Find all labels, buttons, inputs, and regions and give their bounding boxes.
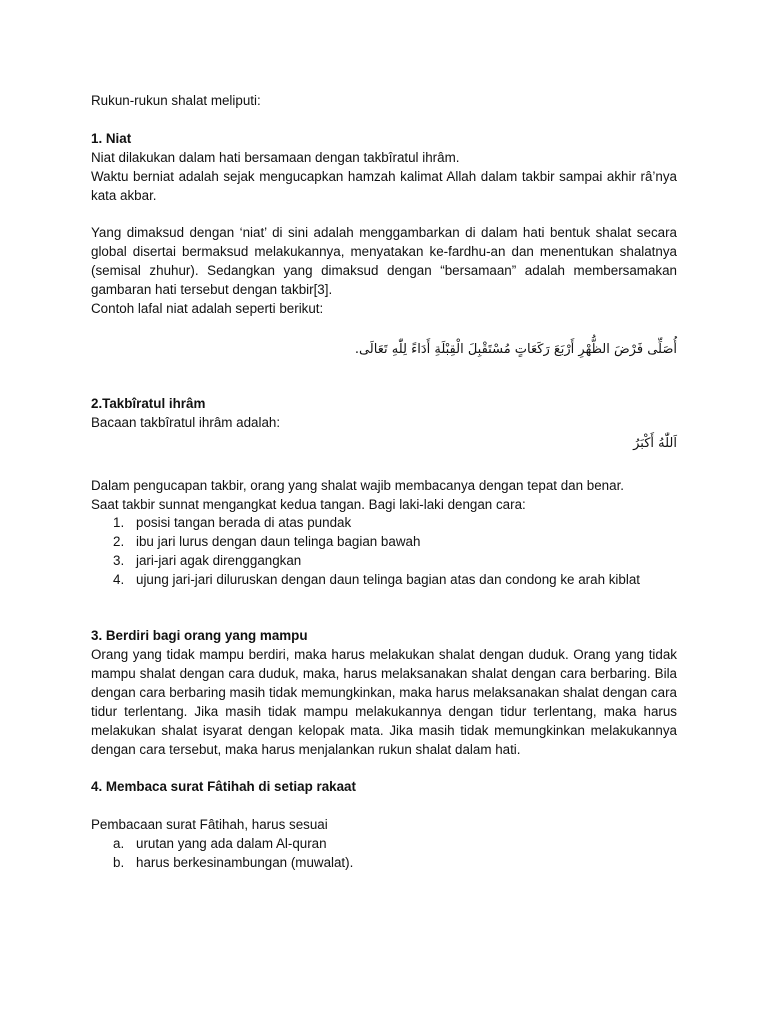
list-item-text: ujung jari-jari diluruskan dengan daun telinga bagian atas dan condong ke arah kiblat <box>136 572 640 588</box>
list-item <box>91 854 677 873</box>
list-item-letter: a. <box>113 836 125 852</box>
takbir-arabic-text: اَللّٰهُ أَكْبَرُ <box>633 435 677 451</box>
list-item-number: 2. <box>113 534 125 550</box>
list-item <box>91 533 677 552</box>
spacer <box>91 590 677 627</box>
list-item <box>91 835 677 854</box>
spacer <box>91 111 677 130</box>
section-2-heading: 2.Takbîratul ihrâm <box>91 395 206 411</box>
list-item-letter: b. <box>113 854 125 870</box>
section-1-paragraph-2: Waktu berniat adalah sejak mengucapkan hamzah kalimat Allah dalam takbir sampai akhir râ’nya kata akbar. <box>91 168 677 203</box>
list-item-text: harus berkesinambungan (muwalat). <box>136 854 354 870</box>
section-4-heading: 4. Membaca surat Fâtihah di setiap rakaat <box>91 779 356 795</box>
spacer <box>91 759 677 778</box>
spacer <box>91 361 677 395</box>
list-item <box>91 552 677 571</box>
section-3-heading: 3. Berdiri bagi orang yang mampu <box>91 628 308 644</box>
section-4-paragraph-1: Pembacaan surat Fâtihah, harus sesuai <box>91 817 328 833</box>
intro-text: Rukun-rukun shalat meliputi: <box>91 93 261 108</box>
section-3-paragraph-1: Orang yang tidak mampu berdiri, maka harus melakukan shalat dengan duduk. Orang yang tidak mampu shalat dengan cara duduk, maka, harus melaksanakan shalat dengan cara berbaring. Bila dengan cara berbaring masih tidak memungkinkan, maka harus melaksanakan shalat dengan cara tidur terlentang. Jika masih tidak mampu melakukannya dengan tidur terlentang, maka harus melakukan shalat isyarat dengan kelopak mata. Jika masih tidak memungkinkan melakukannya dengan cara tersebut, maka harus menjalankan rukun shalat dalam hati. <box>91 647 677 757</box>
list-item-number: 1. <box>113 515 125 531</box>
spacer <box>91 205 677 224</box>
takbir-hand-list <box>91 514 677 590</box>
niat-arabic-text: أُصَلِّى فَرْضَ الظُّهْرِ أَرْبَعَ رَكَعَاتٍ مُسْتَقْبِلَ الْقِبْلَةِ أَدَاءً لِلّٰهِ تَعَالَى. <box>354 341 677 357</box>
section-2-paragraph-3: Saat takbir sunnat mengangkat kedua tangan. Bagi laki-laki dengan cara: <box>91 496 526 512</box>
fatihah-requirements-list <box>91 835 677 873</box>
list-item <box>91 571 677 590</box>
spacer <box>91 797 677 816</box>
section-1-paragraph-4: Contoh lafal niat adalah seperti berikut: <box>91 300 324 316</box>
section-2-paragraph-2: Dalam pengucapan takbir, orang yang shalat wajib membacanya dengan tepat dan benar. <box>91 477 625 493</box>
list-item-number: 3. <box>113 553 125 569</box>
spacer <box>91 455 677 477</box>
document-page <box>91 92 677 873</box>
list-item-text: urutan yang ada dalam Al-quran <box>136 836 327 852</box>
list-item-text: jari-jari agak direnggangkan <box>136 553 302 569</box>
list-item <box>91 514 677 533</box>
list-item-number: 4. <box>113 572 125 588</box>
section-1-paragraph-3: Yang dimaksud dengan ‘niat’ di sini adalah menggambarkan di dalam hati bentuk shalat secara global disertai bermaksud melakukannya, menyatakan ke-fardhu-an dan menentukan shalatnya (semisal zhuhur). Sedangkan yang dimaksud dengan “bersamaan” adalah membersamakan gambaran hati tersebut dengan takbir[3]. <box>91 225 677 298</box>
list-item-text: ibu jari lurus dengan daun telinga bagian bawah <box>136 534 421 550</box>
section-1-heading: 1. Niat <box>91 130 132 146</box>
section-2-paragraph-1: Bacaan takbîratul ihrâm adalah: <box>91 414 281 430</box>
section-1-paragraph-1: Niat dilakukan dalam hati bersamaan dengan takbîratul ihrâm. <box>91 149 460 165</box>
list-item-text: posisi tangan berada di atas pundak <box>136 515 352 531</box>
